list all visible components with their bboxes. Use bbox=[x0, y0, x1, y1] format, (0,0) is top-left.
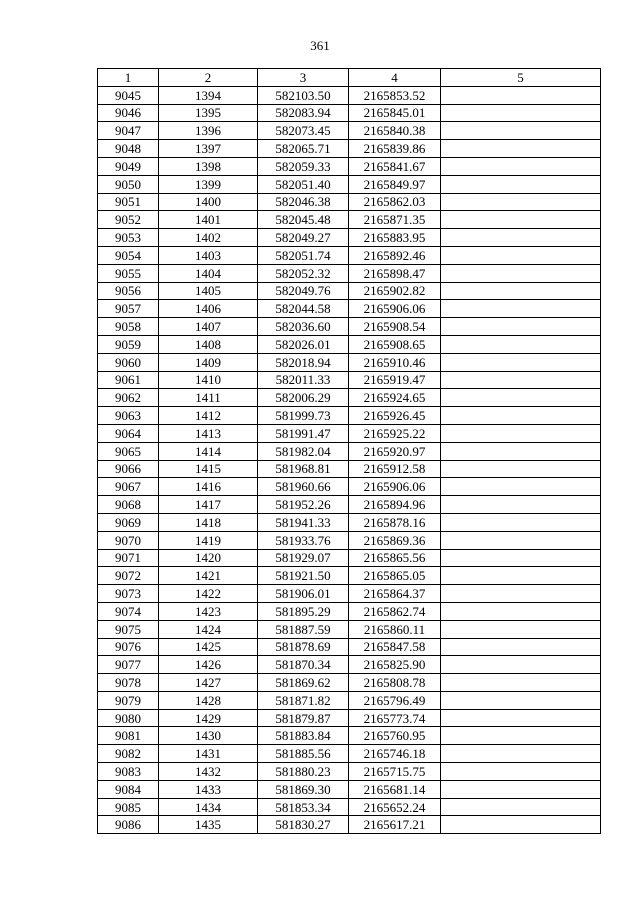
table-cell: 581869.62 bbox=[258, 674, 349, 692]
table-row bbox=[98, 229, 601, 247]
table-cell bbox=[441, 335, 601, 353]
table-cell: 1423 bbox=[159, 602, 258, 620]
table-cell: 581853.34 bbox=[258, 798, 349, 816]
table-cell: 2165892.46 bbox=[349, 246, 441, 264]
table-row bbox=[98, 318, 601, 336]
table-cell bbox=[441, 246, 601, 264]
table-cell: 582073.45 bbox=[258, 122, 349, 140]
table-cell: 581968.81 bbox=[258, 460, 349, 478]
table-cell: 581878.69 bbox=[258, 638, 349, 656]
table-cell: 2165878.16 bbox=[349, 513, 441, 531]
table-cell: 1431 bbox=[159, 745, 258, 763]
table-cell: 2165871.35 bbox=[349, 211, 441, 229]
table-cell: 581982.04 bbox=[258, 442, 349, 460]
table-cell bbox=[441, 175, 601, 193]
table-cell: 1435 bbox=[159, 816, 258, 834]
table-cell: 1420 bbox=[159, 549, 258, 567]
table-cell: 2165681.14 bbox=[349, 780, 441, 798]
table-cell: 2165796.49 bbox=[349, 691, 441, 709]
table-row bbox=[98, 763, 601, 781]
table-cell: 9070 bbox=[98, 531, 159, 549]
table-cell: 1397 bbox=[159, 140, 258, 158]
column-header: 5 bbox=[441, 69, 601, 87]
table-cell: 2165925.22 bbox=[349, 424, 441, 442]
table-cell: 9065 bbox=[98, 442, 159, 460]
table-row bbox=[98, 691, 601, 709]
table-cell bbox=[441, 140, 601, 158]
table-cell: 9051 bbox=[98, 193, 159, 211]
table-cell: 581921.50 bbox=[258, 567, 349, 585]
table-cell: 1422 bbox=[159, 585, 258, 603]
table-cell: 9066 bbox=[98, 460, 159, 478]
table-cell: 582045.48 bbox=[258, 211, 349, 229]
table-cell: 582051.40 bbox=[258, 175, 349, 193]
table-cell: 582006.29 bbox=[258, 389, 349, 407]
table-cell: 582049.27 bbox=[258, 229, 349, 247]
table-cell bbox=[441, 318, 601, 336]
table-cell: 2165617.21 bbox=[349, 816, 441, 834]
table-cell: 2165894.96 bbox=[349, 496, 441, 514]
table-cell: 581952.26 bbox=[258, 496, 349, 514]
table-row bbox=[98, 264, 601, 282]
table-cell bbox=[441, 531, 601, 549]
table-cell: 1432 bbox=[159, 763, 258, 781]
table-cell: 9081 bbox=[98, 727, 159, 745]
table-row bbox=[98, 157, 601, 175]
table-cell: 581933.76 bbox=[258, 531, 349, 549]
table-cell bbox=[441, 638, 601, 656]
table-cell: 2165912.58 bbox=[349, 460, 441, 478]
table-cell bbox=[441, 727, 601, 745]
table-cell: 1403 bbox=[159, 246, 258, 264]
table-cell: 1415 bbox=[159, 460, 258, 478]
table-cell: 2165865.05 bbox=[349, 567, 441, 585]
table-row bbox=[98, 478, 601, 496]
table-row bbox=[98, 816, 601, 834]
table-row bbox=[98, 620, 601, 638]
table-cell: 1433 bbox=[159, 780, 258, 798]
table-cell: 2165773.74 bbox=[349, 709, 441, 727]
table-cell: 9047 bbox=[98, 122, 159, 140]
table-cell: 581880.23 bbox=[258, 763, 349, 781]
table-cell: 1406 bbox=[159, 300, 258, 318]
table-cell: 9086 bbox=[98, 816, 159, 834]
table-row bbox=[98, 122, 601, 140]
table-cell: 1395 bbox=[159, 104, 258, 122]
table-cell: 1410 bbox=[159, 371, 258, 389]
table-cell: 9057 bbox=[98, 300, 159, 318]
table-cell bbox=[441, 620, 601, 638]
table-cell: 2165746.18 bbox=[349, 745, 441, 763]
table-cell bbox=[441, 513, 601, 531]
table-cell: 581999.73 bbox=[258, 407, 349, 425]
table-cell: 581960.66 bbox=[258, 478, 349, 496]
table-cell: 581929.07 bbox=[258, 549, 349, 567]
table-cell: 9048 bbox=[98, 140, 159, 158]
table-row bbox=[98, 727, 601, 745]
table-cell: 2165862.74 bbox=[349, 602, 441, 620]
table-cell: 2165840.38 bbox=[349, 122, 441, 140]
table-cell: 1434 bbox=[159, 798, 258, 816]
table-cell: 9083 bbox=[98, 763, 159, 781]
table-cell: 9076 bbox=[98, 638, 159, 656]
table-cell: 582026.01 bbox=[258, 335, 349, 353]
table-cell: 1411 bbox=[159, 389, 258, 407]
table-cell: 2165908.54 bbox=[349, 318, 441, 336]
table-cell: 9059 bbox=[98, 335, 159, 353]
table-cell: 2165910.46 bbox=[349, 353, 441, 371]
table-cell: 1419 bbox=[159, 531, 258, 549]
table-cell: 9073 bbox=[98, 585, 159, 603]
table-cell: 2165841.67 bbox=[349, 157, 441, 175]
table-cell: 9054 bbox=[98, 246, 159, 264]
table-cell: 581906.01 bbox=[258, 585, 349, 603]
table-cell bbox=[441, 389, 601, 407]
table-cell bbox=[441, 674, 601, 692]
page-number: 361 bbox=[310, 38, 330, 53]
table-cell: 1399 bbox=[159, 175, 258, 193]
table-cell: 2165862.03 bbox=[349, 193, 441, 211]
table-cell: 9063 bbox=[98, 407, 159, 425]
table-cell: 9068 bbox=[98, 496, 159, 514]
table-row bbox=[98, 193, 601, 211]
table-cell: 9061 bbox=[98, 371, 159, 389]
table-cell bbox=[441, 122, 601, 140]
table-cell bbox=[441, 460, 601, 478]
table-cell: 2165853.52 bbox=[349, 86, 441, 104]
table-cell: 582052.32 bbox=[258, 264, 349, 282]
table-cell: 2165920.97 bbox=[349, 442, 441, 460]
table-cell: 1417 bbox=[159, 496, 258, 514]
table-cell: 9084 bbox=[98, 780, 159, 798]
table-cell bbox=[441, 424, 601, 442]
table-row bbox=[98, 585, 601, 603]
table-cell: 9077 bbox=[98, 656, 159, 674]
table-cell: 582011.33 bbox=[258, 371, 349, 389]
table-cell: 581879.87 bbox=[258, 709, 349, 727]
table-cell: 582036.60 bbox=[258, 318, 349, 336]
table-cell: 1394 bbox=[159, 86, 258, 104]
table-cell bbox=[441, 798, 601, 816]
table-cell: 9053 bbox=[98, 229, 159, 247]
table-header-row bbox=[98, 69, 601, 87]
table-row bbox=[98, 353, 601, 371]
table-cell bbox=[441, 496, 601, 514]
table-cell: 9050 bbox=[98, 175, 159, 193]
table-cell: 1424 bbox=[159, 620, 258, 638]
table-cell bbox=[441, 656, 601, 674]
table-cell: 2165845.01 bbox=[349, 104, 441, 122]
table-cell: 1408 bbox=[159, 335, 258, 353]
table-cell: 9075 bbox=[98, 620, 159, 638]
table-cell: 2165865.56 bbox=[349, 549, 441, 567]
table-cell: 9058 bbox=[98, 318, 159, 336]
table-cell: 582018.94 bbox=[258, 353, 349, 371]
table-cell: 2165926.45 bbox=[349, 407, 441, 425]
table-cell: 582083.94 bbox=[258, 104, 349, 122]
table-cell bbox=[441, 567, 601, 585]
table-cell bbox=[441, 691, 601, 709]
table-cell: 9046 bbox=[98, 104, 159, 122]
table-cell: 9072 bbox=[98, 567, 159, 585]
table-cell: 2165839.86 bbox=[349, 140, 441, 158]
table-row bbox=[98, 371, 601, 389]
table-cell: 1427 bbox=[159, 674, 258, 692]
table-row bbox=[98, 602, 601, 620]
table-cell: 1396 bbox=[159, 122, 258, 140]
table-row bbox=[98, 389, 601, 407]
table-cell bbox=[441, 549, 601, 567]
column-header: 3 bbox=[258, 69, 349, 87]
table-cell: 2165825.90 bbox=[349, 656, 441, 674]
table-cell: 2165883.95 bbox=[349, 229, 441, 247]
table-cell: 582065.71 bbox=[258, 140, 349, 158]
table-row bbox=[98, 175, 601, 193]
table-cell bbox=[441, 745, 601, 763]
table-cell: 1400 bbox=[159, 193, 258, 211]
table-row bbox=[98, 442, 601, 460]
table-cell: 581870.34 bbox=[258, 656, 349, 674]
table-cell: 9062 bbox=[98, 389, 159, 407]
table-cell: 9069 bbox=[98, 513, 159, 531]
table-cell bbox=[441, 585, 601, 603]
table-row bbox=[98, 656, 601, 674]
table-cell bbox=[441, 229, 601, 247]
table-cell: 9074 bbox=[98, 602, 159, 620]
table-cell: 1414 bbox=[159, 442, 258, 460]
table-cell: 9078 bbox=[98, 674, 159, 692]
table-cell: 581871.82 bbox=[258, 691, 349, 709]
table-row bbox=[98, 246, 601, 264]
table-cell: 9064 bbox=[98, 424, 159, 442]
table-cell: 581887.59 bbox=[258, 620, 349, 638]
table-cell: 9082 bbox=[98, 745, 159, 763]
table-cell: 2165898.47 bbox=[349, 264, 441, 282]
table-row bbox=[98, 638, 601, 656]
table-cell: 581830.27 bbox=[258, 816, 349, 834]
table-row bbox=[98, 460, 601, 478]
table-cell: 1404 bbox=[159, 264, 258, 282]
table-cell: 2165847.58 bbox=[349, 638, 441, 656]
table-cell: 1413 bbox=[159, 424, 258, 442]
table-cell: 9060 bbox=[98, 353, 159, 371]
table-cell: 9052 bbox=[98, 211, 159, 229]
table-cell bbox=[441, 282, 601, 300]
table-cell bbox=[441, 763, 601, 781]
table-body bbox=[98, 86, 601, 833]
table-row bbox=[98, 496, 601, 514]
table-cell: 2165869.36 bbox=[349, 531, 441, 549]
table-cell: 1426 bbox=[159, 656, 258, 674]
table-cell: 1405 bbox=[159, 282, 258, 300]
table-cell: 581941.33 bbox=[258, 513, 349, 531]
table-cell: 9045 bbox=[98, 86, 159, 104]
table-cell: 9067 bbox=[98, 478, 159, 496]
table-cell: 1421 bbox=[159, 567, 258, 585]
table-row bbox=[98, 780, 601, 798]
table-cell: 1398 bbox=[159, 157, 258, 175]
table-cell: 582046.38 bbox=[258, 193, 349, 211]
table-cell: 9071 bbox=[98, 549, 159, 567]
table-cell: 2165902.82 bbox=[349, 282, 441, 300]
table-row bbox=[98, 531, 601, 549]
table-cell: 582051.74 bbox=[258, 246, 349, 264]
table-row bbox=[98, 211, 601, 229]
table-cell: 2165919.47 bbox=[349, 371, 441, 389]
table-cell bbox=[441, 407, 601, 425]
table-row bbox=[98, 140, 601, 158]
table-cell: 1402 bbox=[159, 229, 258, 247]
table-cell: 581991.47 bbox=[258, 424, 349, 442]
table-cell: 2165652.24 bbox=[349, 798, 441, 816]
table-cell: 1428 bbox=[159, 691, 258, 709]
table-cell: 581869.30 bbox=[258, 780, 349, 798]
table-cell: 1412 bbox=[159, 407, 258, 425]
table-row bbox=[98, 407, 601, 425]
table-cell: 582103.50 bbox=[258, 86, 349, 104]
table-cell bbox=[441, 264, 601, 282]
table-cell: 2165864.37 bbox=[349, 585, 441, 603]
coordinates-table bbox=[97, 68, 601, 834]
table-cell: 2165715.75 bbox=[349, 763, 441, 781]
table-cell: 1425 bbox=[159, 638, 258, 656]
table-cell: 2165849.97 bbox=[349, 175, 441, 193]
table-cell: 1416 bbox=[159, 478, 258, 496]
table-cell: 581885.56 bbox=[258, 745, 349, 763]
table-cell: 1429 bbox=[159, 709, 258, 727]
table-cell: 2165860.11 bbox=[349, 620, 441, 638]
table-cell: 581895.29 bbox=[258, 602, 349, 620]
table-cell: 2165908.65 bbox=[349, 335, 441, 353]
table-cell: 9079 bbox=[98, 691, 159, 709]
table-cell: 581883.84 bbox=[258, 727, 349, 745]
table-row bbox=[98, 709, 601, 727]
table-row bbox=[98, 86, 601, 104]
table-cell bbox=[441, 353, 601, 371]
table-cell bbox=[441, 157, 601, 175]
table-row bbox=[98, 567, 601, 585]
table-row bbox=[98, 282, 601, 300]
table-cell: 582049.76 bbox=[258, 282, 349, 300]
table-cell bbox=[441, 602, 601, 620]
table-cell bbox=[441, 86, 601, 104]
table-cell bbox=[441, 709, 601, 727]
table-row bbox=[98, 104, 601, 122]
table-cell bbox=[441, 211, 601, 229]
table-cell: 9080 bbox=[98, 709, 159, 727]
table-cell: 1409 bbox=[159, 353, 258, 371]
table-cell: 1418 bbox=[159, 513, 258, 531]
table-cell: 9085 bbox=[98, 798, 159, 816]
table-cell: 2165808.78 bbox=[349, 674, 441, 692]
table-cell: 2165924.65 bbox=[349, 389, 441, 407]
table-cell bbox=[441, 104, 601, 122]
table-cell: 1401 bbox=[159, 211, 258, 229]
table-cell: 2165760.95 bbox=[349, 727, 441, 745]
table-cell bbox=[441, 816, 601, 834]
column-header: 4 bbox=[349, 69, 441, 87]
table-cell: 9049 bbox=[98, 157, 159, 175]
table-cell bbox=[441, 371, 601, 389]
table-row bbox=[98, 300, 601, 318]
table-row bbox=[98, 549, 601, 567]
table-cell bbox=[441, 442, 601, 460]
table-cell bbox=[441, 300, 601, 318]
table-row bbox=[98, 674, 601, 692]
table-cell: 582059.33 bbox=[258, 157, 349, 175]
table-cell: 9055 bbox=[98, 264, 159, 282]
table-row bbox=[98, 513, 601, 531]
table-cell bbox=[441, 780, 601, 798]
table-row bbox=[98, 424, 601, 442]
table-cell: 1430 bbox=[159, 727, 258, 745]
column-header: 2 bbox=[159, 69, 258, 87]
table-cell bbox=[441, 478, 601, 496]
table-cell: 2165906.06 bbox=[349, 300, 441, 318]
table-row bbox=[98, 335, 601, 353]
column-header: 1 bbox=[98, 69, 159, 87]
table-cell bbox=[441, 193, 601, 211]
table-row bbox=[98, 798, 601, 816]
table-cell: 1407 bbox=[159, 318, 258, 336]
table-row bbox=[98, 745, 601, 763]
table-cell: 582044.58 bbox=[258, 300, 349, 318]
table-cell: 9056 bbox=[98, 282, 159, 300]
table-cell: 2165906.06 bbox=[349, 478, 441, 496]
